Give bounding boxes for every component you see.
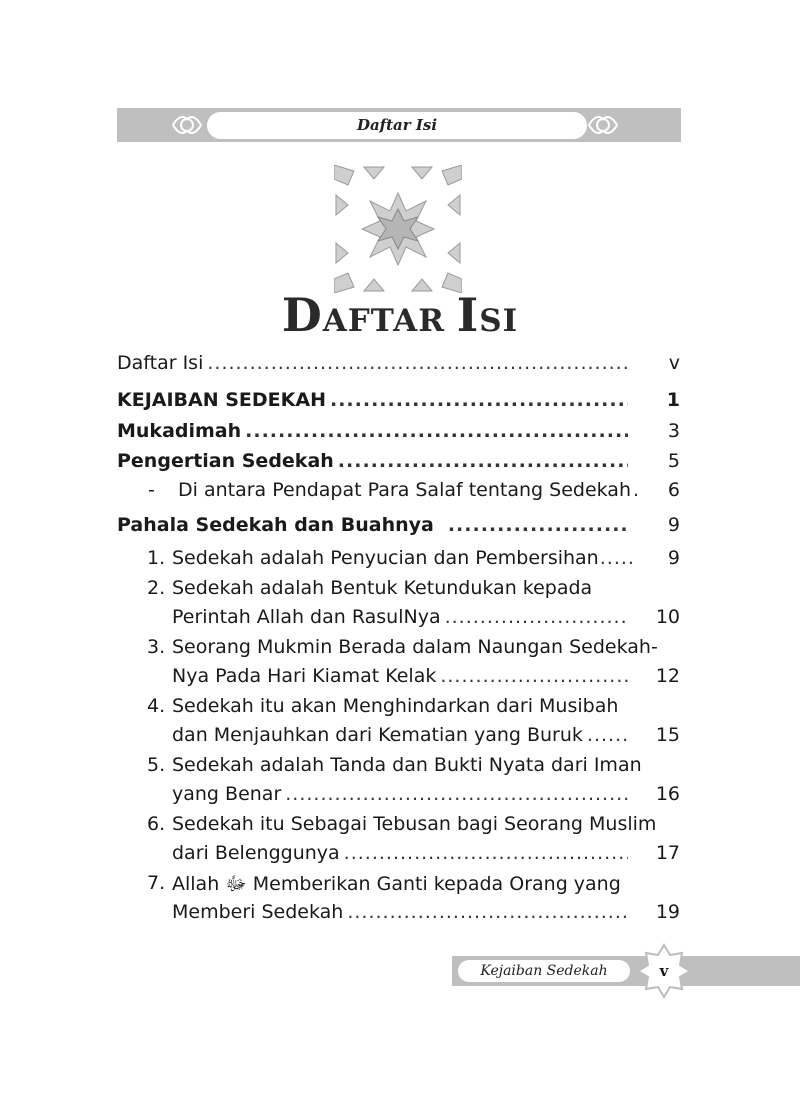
toc-number: 5. — [147, 754, 166, 776]
toc-entry-line1[interactable]: Sedekah adalah Tanda dan Bukti Nyata dari Iman — [172, 754, 642, 776]
toc-number: 7. — [147, 872, 166, 894]
toc-entry-line1[interactable]: Sedekah adalah Bentuk Ketundukan kepada — [172, 577, 593, 599]
running-title: Daftar Isi — [356, 116, 438, 134]
toc-page: 1 — [666, 389, 680, 411]
toc-entry-line1[interactable]: Allah ﷻ Memberikan Ganti kepada Orang yang — [172, 873, 621, 895]
toc-page: 10 — [655, 606, 680, 628]
toc-entry-line1[interactable]: Sedekah itu akan Menghindarkan dari Musibah — [172, 695, 619, 717]
toc-entry-line2[interactable]: Perintah Allah dan RasulNya ..... — [172, 606, 634, 628]
toc-entry[interactable]: Di antara Pendapat Para Salaf tentang Sedekah ..... — [178, 479, 638, 501]
toc-entry[interactable]: Pengertian Sedekah ..... — [117, 450, 634, 472]
toc-page: 9 — [667, 547, 680, 569]
toc-page: 6 — [667, 479, 680, 501]
toc-entry-line2[interactable]: Memberi Sedekah ..... — [172, 901, 634, 923]
header-right-ornament-icon — [586, 109, 620, 141]
toc-page: 5 — [667, 450, 680, 472]
toc-entry-line2[interactable]: dan Menjauhkan dari Kematian yang Buruk ..... — [172, 724, 634, 746]
toc-number: 1. — [147, 547, 166, 569]
toc-number: 4. — [147, 695, 166, 717]
toc-page: v — [668, 352, 680, 374]
toc-page: 15 — [655, 724, 680, 746]
toc-page: 3 — [667, 420, 680, 442]
page-number: v — [659, 962, 669, 980]
toc-page: 19 — [655, 901, 680, 923]
toc-entry[interactable]: KEJAIBAN SEDEKAH ..... — [117, 389, 634, 411]
toc-entry-line1[interactable]: Sedekah itu Sebagai Tebusan bagi Seorang Muslim — [172, 813, 657, 835]
toc-entry-line2[interactable]: yang Benar ..... — [172, 783, 634, 805]
toc-entry-line2[interactable]: dari Belenggunya ..... — [172, 842, 634, 864]
toc-page: 12 — [655, 665, 680, 687]
toc-number: 6. — [147, 813, 166, 835]
toc-bullet: - — [148, 479, 155, 501]
toc-number: 2. — [147, 577, 166, 599]
toc-page: 17 — [655, 842, 680, 864]
book-title: Kejaiban Sedekah — [480, 963, 608, 979]
toc-page: 16 — [655, 783, 680, 805]
toc-entry-line1[interactable]: Seorang Mukmin Berada dalam Naungan Sedekah- — [172, 636, 658, 658]
toc-entry[interactable]: Mukadimah ..... — [117, 420, 634, 442]
page-title: DAFTAR ISI — [281, 288, 519, 342]
toc-entry-line2[interactable]: Nya Pada Hari Kiamat Kelak ..... — [172, 665, 634, 687]
toc-entry[interactable]: Pahala Sedekah dan Buahnya ..... — [117, 514, 634, 536]
toc-entry[interactable]: Sedekah adalah Penyucian dan Pembersihan ..... — [172, 547, 636, 569]
toc-page: 9 — [667, 514, 680, 536]
toc-entry[interactable]: Daftar Isi ..... — [117, 352, 634, 374]
toc-number: 3. — [147, 636, 166, 658]
header-left-ornament-icon — [170, 109, 204, 141]
geometric-star-ornament-icon — [334, 165, 462, 293]
